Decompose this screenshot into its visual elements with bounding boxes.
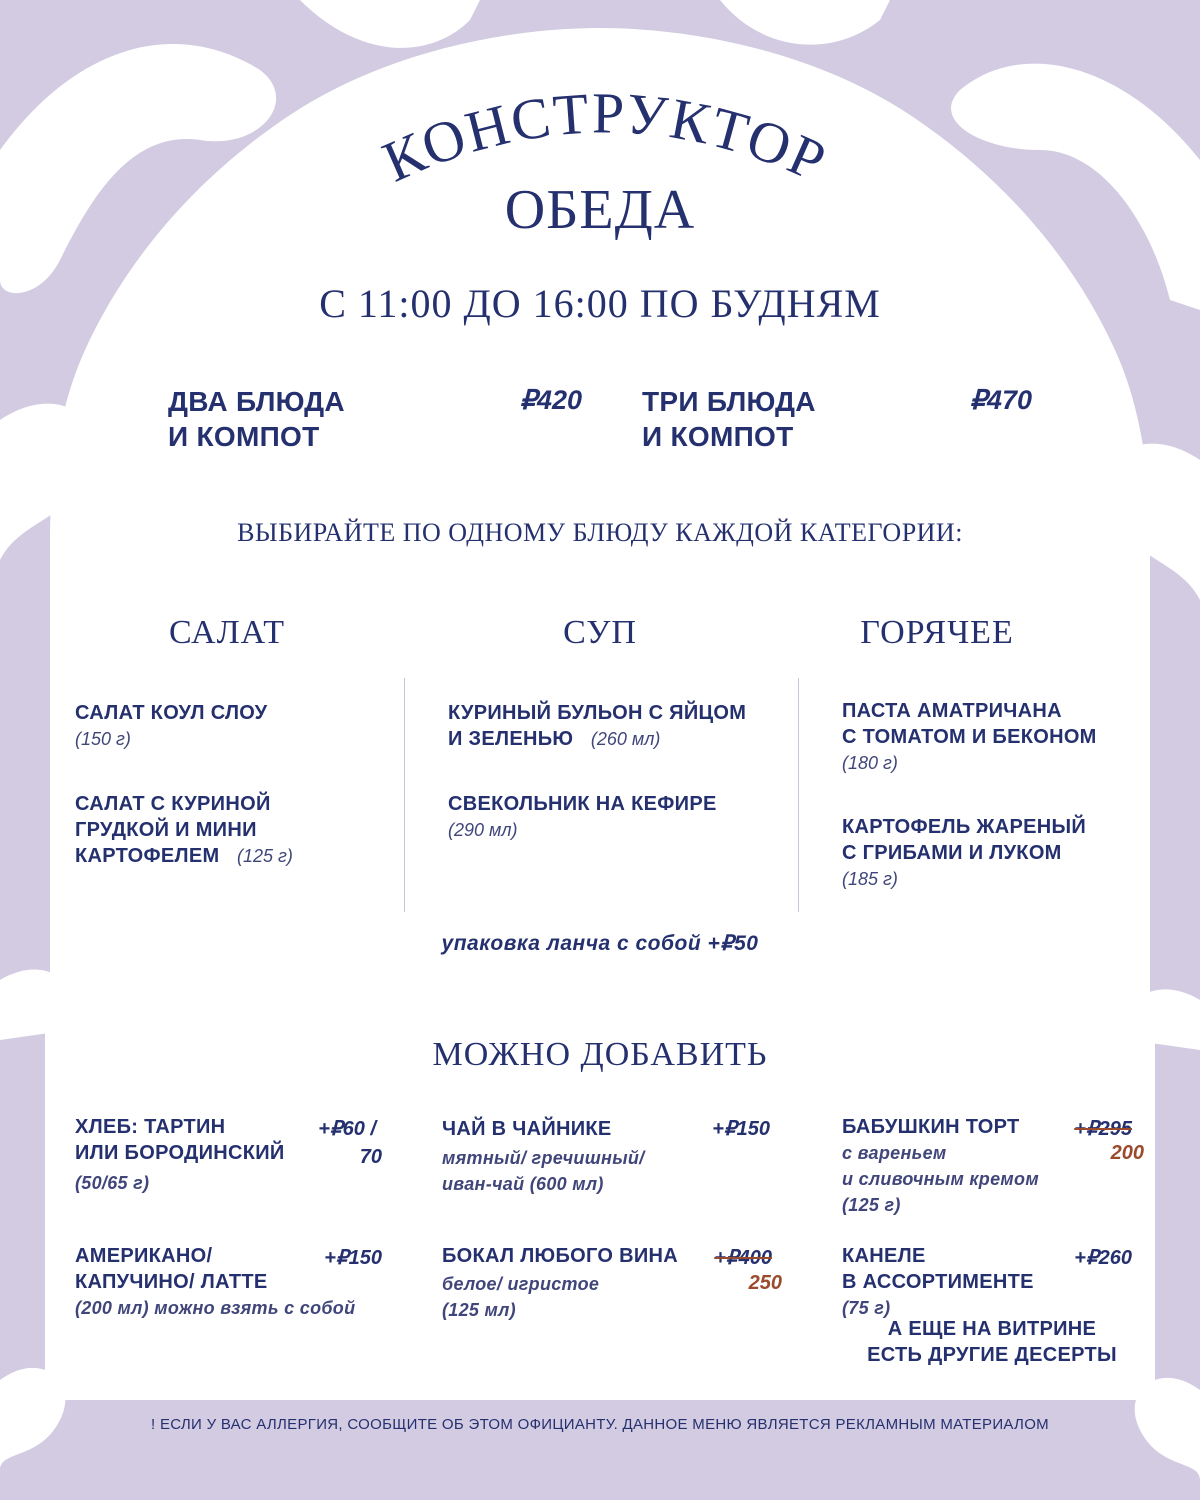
addon-new-price: 200 [1110, 1142, 1144, 1164]
dish-weight: (290 мл) [448, 820, 518, 840]
dish-weight: (125 г) [237, 846, 293, 866]
page-title-top: КОНСТРУКТОР [373, 80, 837, 195]
addon-weight: (200 мл) можно взять с собой [75, 1298, 356, 1318]
offer-price: ₽470 [969, 385, 1032, 415]
dish-name: ГРУДКОЙ И МИНИ [75, 819, 257, 841]
addon-weight: (50/65 г) [75, 1173, 150, 1193]
addon-old-price: +₽400 [714, 1247, 772, 1269]
dish-item [75, 700, 267, 752]
offer-price: ₽420 [519, 385, 582, 415]
addon-price: +₽60 / [318, 1118, 376, 1140]
dish-name: САЛАТ КОУЛ СЛОУ [75, 702, 268, 724]
offer-line1: ТРИ БЛЮДА [642, 386, 816, 417]
addon-name: В АССОРТИМЕНТЕ [842, 1271, 1034, 1293]
addon-name: ЧАЙ В ЧАЙНИКЕ [442, 1118, 612, 1140]
dish-name: САЛАТ С КУРИНОЙ [75, 793, 271, 815]
addon-new-price: 250 [748, 1272, 782, 1294]
addon-name: БАБУШКИН ТОРТ [842, 1116, 1020, 1138]
addon-name: КАНЕЛЕ [842, 1245, 926, 1267]
more-desserts-line: ЕСТЬ ДРУГИЕ ДЕСЕРТЫ [867, 1344, 1117, 1366]
addon-name: БОКАЛ ЛЮБОГО ВИНА [442, 1245, 678, 1267]
dish-weight: (260 мл) [590, 729, 661, 749]
addon-price: 70 [359, 1146, 382, 1168]
addon-price: +₽150 [324, 1247, 382, 1269]
hours-text: С 11:00 ДО 16:00 ПО БУДНЯМ [319, 281, 881, 326]
page-title-bottom: ОБЕДА [504, 179, 696, 241]
dish-name: ПАСТА АМАТРИЧАНА [842, 700, 1062, 722]
addon-description: и сливочным кремом [842, 1169, 1039, 1189]
addon-old-price: +₽295 [1074, 1118, 1132, 1140]
dish-name: КАРТОФЕЛЕМ [75, 845, 220, 867]
dish-name: С ГРИБАМИ И ЛУКОМ [842, 842, 1062, 864]
dish-item [448, 700, 746, 752]
category-salad-title: САЛАТ [169, 614, 285, 651]
addon-description: с вареньем [842, 1143, 947, 1163]
dish-item [842, 814, 1086, 892]
addon-weight: (125 г) [842, 1195, 901, 1215]
footer-disclaimer: ! ЕСЛИ У ВАС АЛЛЕРГИЯ, СООБЩИТЕ ОБ ЭТОМ ОФИЦИАНТУ. ДАННОЕ МЕНЮ ЯВЛЯЕТСЯ РЕКЛАМНЫМ МАТЕРИАЛОМ [151, 1416, 1049, 1433]
addon-name: АМЕРИКАНО/ [75, 1245, 213, 1267]
addon-wine [442, 1243, 678, 1323]
dish-name: КАРТОФЕЛЬ ЖАРЕНЫЙ [842, 816, 1087, 838]
dish-name: КУРИНЫЙ БУЛЬОН С ЯЙЦОМ [448, 702, 747, 724]
addon-name: ХЛЕБ: ТАРТИН [75, 1116, 226, 1138]
addon-description: белое/ игристое [442, 1274, 600, 1294]
more-desserts-line: А ЕЩЕ НА ВИТРИНЕ [887, 1318, 1097, 1340]
offer-line2: И КОМПОТ [168, 421, 320, 452]
offer-line2: И КОМПОТ [642, 421, 794, 452]
dish-name: И ЗЕЛЕНЬЮ [448, 728, 574, 750]
addon-name: ИЛИ БОРОДИНСКИЙ [75, 1142, 285, 1164]
addon-bread [75, 1114, 285, 1196]
title-arc [0, 0, 1200, 300]
dish-item [842, 698, 1097, 776]
addon-description: мятный/ гречишный/ [442, 1148, 645, 1168]
dish-item [448, 791, 717, 843]
add-section-title: МОЖНО ДОБАВИТЬ [432, 1036, 768, 1073]
addon-description: (125 мл) [442, 1300, 516, 1320]
offer-three-dishes [642, 384, 816, 454]
packing-note: упаковка ланча с собой +₽50 [441, 932, 759, 955]
dish-name: С ТОМАТОМ И БЕКОНОМ [842, 726, 1097, 748]
addon-canele [842, 1243, 1034, 1321]
dish-item [75, 791, 293, 869]
dish-weight: (150 г) [75, 729, 131, 749]
column-divider [404, 678, 405, 912]
dish-name: СВЕКОЛЬНИК НА КЕФИРЕ [448, 793, 717, 815]
column-divider [798, 678, 799, 912]
addon-weight: (75 г) [842, 1298, 891, 1318]
category-soup-title: СУП [563, 614, 637, 651]
addon-cake [842, 1114, 1039, 1218]
addon-price: +₽150 [712, 1118, 770, 1140]
dish-weight: (185 г) [842, 869, 898, 889]
offer-two-dishes [168, 384, 345, 454]
addon-tea [442, 1116, 644, 1197]
more-desserts-note [842, 1316, 1142, 1368]
offer-line1: ДВА БЛЮДА [168, 386, 345, 417]
dish-weight: (180 г) [842, 753, 898, 773]
category-hot-title: ГОРЯЧЕЕ [860, 614, 1014, 651]
addon-price: +₽260 [1074, 1247, 1132, 1269]
choose-instruction: ВЫБИРАЙТЕ ПО ОДНОМУ БЛЮДУ КАЖДОЙ КАТЕГОРИИ: [237, 518, 963, 547]
addon-description: иван-чай (600 мл) [442, 1174, 604, 1194]
addon-name: КАПУЧИНО/ ЛАТТЕ [75, 1271, 268, 1293]
